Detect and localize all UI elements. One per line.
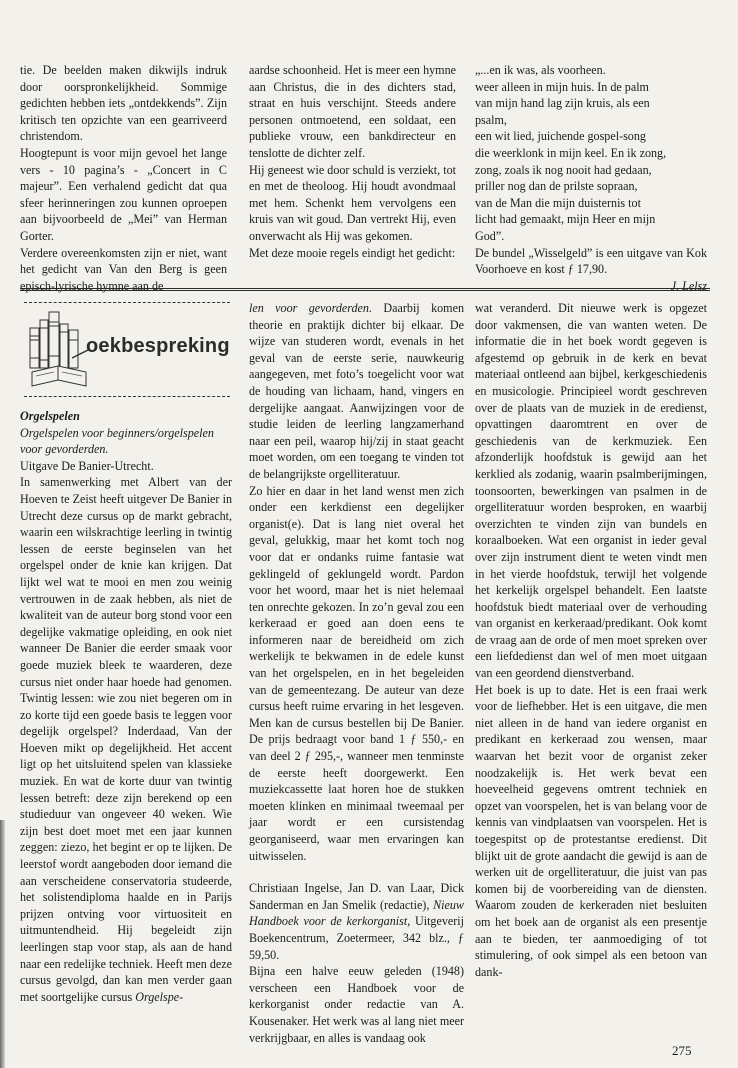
- header-top-dashes: [24, 302, 230, 303]
- poem-line: God”.: [475, 228, 505, 243]
- paragraph: wat veranderd. Dit nieuwe werk is opgezet door vakmensen, die van wanten weten. De informatie die in het boek wordt gegeven is afgestemd op gebruik in de kerk en bevat materiaal ontleend aan bijbel, kerkgeschiedenis en musicologie. Principieel wordt geschreven over de plaats van de muziek in de eredienst, opvattingen daaromtrent en over de geschiedenis van de kerkmuziek. Een afzonderlijk hoofdstuk is gewijd aan het kerklied als zodanig, waarin psalmberijmingen, toonsoorten, bewerkingen van psalmen in de orgelliteratuur worden besproken, en waarbij overzichten te vinden zijn van bundels en koraalboeken. Wat een organist in ieder geval over zijn instrument dient te weten vindt men in het vierde hoofdstuk, terwijl het volgende het kerkelijk orgelspel behandelt. Een laatste hoofdstuk biedt materiaal over de verhouding van organist en kerkeraad/predikant. Ook komt de vraag aan de orde of men moet spreken over een liefdedienst dan wel of men moet uitgaan van een geordend dienstverband.: [475, 301, 707, 681]
- review-body: Daarbij komen theorie en praktijk dichter bij elkaar. De wijze van studeren wordt, evenals in het geval van de eerste serie, nauwkeurig aangegeven, met foto’s toegelicht voor wat de houding van lichaam, hand, vingers en dergelijke aangaat. Aanwijzingen voor de studie leiden de leerling langzamerhand naar een peil, waarop hij/zij in staat geacht moet worden, om een toegang te vinden tot de belangrijkste orgelliteratuur.: [249, 301, 464, 481]
- poem-line: „...en ik was, als voorheen.: [475, 63, 606, 77]
- section-divider: [20, 288, 710, 291]
- poem-line: een wit lied, juichende gospel-song: [475, 129, 646, 144]
- top-column-2: [249, 62, 456, 261]
- poem-line: psalm,: [475, 112, 507, 127]
- review-body: In samenwerking met Albert van der Hoeven te Zeist heeft uitgever De Banier in Utrecht deze cursus op de markt gebracht, waarin een wilskrachtige leerling in twintig lessen de eerste beginselen van het orgelspel onder de knie kan krijgen. Dat lijkt wel wat te mooi en men zou weinig vertrouwen in de zaak hebben, als niet de kwaliteit van de auteur borg stond voor een degelijke vakmatige opleiding, en ook niet wanneer De Banier die eerder smaak voor goede muziek bleek te waarderen, deze cursus niet onder haar hoede had genomen. Twintig lessen: wie zou niet begeren om in zo korte tijd een goede basis te leggen voor degelijk orgelspel? Inderdaad, Van der Hoeven mikt op degelijkheid. Het accent ligt op het uitsluitend spelen van klassieke muziek. En wat de korte duur van twintig lessen betreft: deze zijn berekend op een studieduur van ongeveer 40 weken. Wie zijn best doet moet met een jaar kunnen zeggen: ziezo, het begint er op te lijken. De leerstof wordt aangeboden door iemand die aan verscheidene conservatoria studeerde, het solistendiploma haalde en in Parijs prijzen ontving voor virtuositeit en uitmuntendheid. Hij begeleidt zijn leerlingen stap voor stap, als aan de hand naar een redelijke techniek. Heeft men deze cursus gevolgd, dan kan men verder gaan met soortgelijke cursus: [20, 475, 232, 1004]
- paragraph: Bijna een halve eeuw geleden (1948) verscheen een Handboek voor de kerkorganist onder redactie van A. Kousenaker. Het werk was al lang niet meer verkrijgbaar, en alles is vandaag ook: [249, 964, 464, 1045]
- paragraph: Het boek is up to date. Het is een fraai werk voor de liefhebber. Het is een uitgave, die men niet alleen in de hand van iedere organist en predikant en kerkeraad zou wensen, maar waarvan het bezit voor de organist zeker noodzakelijk is. Het werk bevat een hoeveelheid gegevens omtrent techniek en opzet van voorspelen, het is van belang voor de kennis van vindplaatsen van voorspelen. Het is toegespitst op de protestantse eredienst. Dit blijkt uit de grote aandacht die gewijd is aan de werken uit de orgelliteratuur, die juist van pas komen bij de voorbereiding van de diensten. Waarom zouden de kerkeraden niet besluiten om het boek aan de organist als een presentje aan te bieden, ter aanmoediging of tot stimulering, of ook simpel als een betoon van dank-: [475, 682, 707, 979]
- page-edge-shadow: [0, 820, 5, 1068]
- book-citation: [249, 880, 464, 963]
- bottom-column-3: [475, 300, 707, 980]
- paragraph: aardse schoonheid. Het is meer een hymne aan Christus, die in des dichters stad, straat en huis verschijnt. Steeds andere personen ontmoetend, een soldaat, een publieke vrouw, een bankdirecteur en tenslotte de dichter zelf.: [249, 63, 456, 160]
- poem-line: die weerklonk in mijn keel. En ik zong,: [475, 145, 667, 160]
- paragraph: [20, 474, 232, 1005]
- review-section-title: Orgelspelen: [20, 409, 80, 423]
- book-authors: Christiaan Ingelse, Jan D. van Laar, Dick Sanderman en Jan Smelik (redactie),: [249, 881, 464, 912]
- book-title-fragment: len voor gevorderden.: [249, 301, 372, 315]
- publication-note: De bundel „Wisselgeld” is een uitgave van Kok Voorhoeve en kost ƒ 17,90.: [475, 245, 707, 277]
- book-publisher: Uitgave De Banier-Utrecht.: [20, 458, 154, 473]
- paragraph: Hoogtepunt is voor mijn gevoel het lange vers - 10 pagina’s - „Concert in C majeur”. Een verhalend gedicht dat qua sfeer herinneringen zou kunnen oproepen aan bijvoorbeeld de „Mei” van Herman Gorter.: [20, 145, 227, 243]
- header-bottom-dashes: [24, 396, 230, 397]
- poem-line: zong, zoals ik nog nooit had gedaan,: [475, 162, 652, 177]
- poem-line: van de Man die mijn duisternis tot: [475, 195, 641, 210]
- page-number: 275: [672, 1043, 692, 1058]
- top-column-1: [20, 62, 227, 294]
- paragraph: Zo hier en daar in het land wenst men zich onder een kerkdienst een degelijker organist(e). Dat is lang niet overal het geval, gelukkig, maar het komt toch nog voor dat er ondanks ruime fantasie wat geklingeld of geklungeld wordt. Pardon voor het woord, maar het is niet helemaal ten onrechte gekozen. In zo’n geval zou een kerkeraad er goed aan doen eens te informeren naar de bereidheid om zich werkelijk te bekwamen in de edele kunst van het orgelspelen, en in het begeleiden van de gemeentezang. De auteur van deze cursus heeft ruime ervaring in het lesgeven. Men kan de cursus bestellen bij De Banier. De prijs bedraagt voor band 1 ƒ 550,- en van deel 2 ƒ 295,-, wanneer men tenminste de eerste heeft doorgewerkt. Een muziekcassette laat horen hoe de stukken moeten klinken en minimaal tweemaal per jaar wordt er een cursistendag georganiseerd, waar men ervaringen kan uitwisselen.: [249, 483, 464, 863]
- review-author: J. Lelsz: [670, 278, 707, 293]
- paragraph: Verdere overeenkomsten zijn er niet, want het gedicht van Van den Berg is geen episch-lyrische hymne aan de: [20, 245, 227, 293]
- bottom-column-2: [249, 300, 464, 1046]
- poem-line: weer alleen in mijn huis. In de palm: [475, 79, 649, 94]
- poem-line: van mijn hand lag zijn kruis, als een: [475, 96, 650, 111]
- paragraph: tie. De beelden maken dikwijls indruk door oorspronkelijkheid. Sommige gedichten hebben iets „ontdekkends”. Zijn kritisch ten opzichte van een gearriveerd christendom.: [20, 63, 227, 144]
- book-title: Orgelspelen voor beginners/orgelspelen voor gevorderden.: [20, 425, 214, 457]
- poem-quote: [475, 62, 707, 245]
- paragraph: Met deze mooie regels eindigt het gedicht:: [249, 245, 456, 260]
- section-header-boekbespreking: [20, 300, 232, 402]
- spacer: [249, 864, 464, 880]
- bottom-column-1: [20, 300, 232, 1005]
- paragraph: Hij geneest wie door schuld is verziekt, tot en met de theoloog. Hij houdt avondmaal met hem. Schenkt hem vervolgens een kruis van wit goud. Dan vertrekt Hij, even onverwacht als Hij was gekomen.: [249, 162, 456, 243]
- book-publisher: Uitgeverij Boekencentrum, Zoetermeer, 342 blz., ƒ 59,50.: [249, 914, 464, 962]
- poem-line: licht had gemaakt, mijn Heer en mijn: [475, 212, 656, 227]
- paragraph: [249, 300, 464, 483]
- book-title: Nieuw Handboek voor de kerkorganist,: [249, 897, 464, 929]
- poem-line: priller nog dan de prilste sopraan,: [475, 179, 638, 194]
- section-header-title: oekbespreking: [86, 335, 230, 357]
- book-title-fragment: Orgelspe-: [135, 989, 184, 1004]
- top-column-3: [475, 62, 707, 294]
